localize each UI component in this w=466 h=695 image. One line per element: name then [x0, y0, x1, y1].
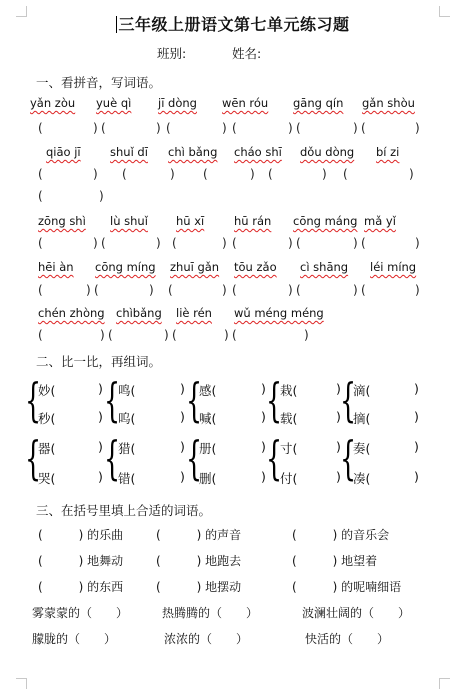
pinyin-item: wēn róu: [222, 96, 269, 110]
fill-item: 雾蒙蒙的（ ）: [32, 606, 129, 620]
fill-item: ( ) 的呢喃细语: [292, 580, 402, 594]
worksheet-page: 三年级上册语文第七单元练习题 班别: 姓名: 一、看拼音，写词语。 yǎn zòu yuè qì jī dòng wēn róu gāng qín gǎn shòu ( ) ( ) ( ) ( ) ( ) ( ) qiāo jī shuǐ dī chì bǎng cháo shī dǒu dòng bí zi ( ) ( ) ( ) ( ) ( ) ( ) zōng shì lù shuǐ hū xī hū rán cōng máng mǎ yǐ ( ) ( ) ( ) ( ) ( ) ( ) hēi àn cōng míng zhuī gǎn tōu zǎo cì shāng léi míng ( ) ( ) ( ) ( ) ( ) ( ) chén zhòng chìbǎng liè rén wǔ méng méng ( ) ( ) ( ) ( ) 二、比一比，再组词。 { 妙( 秒( ) ) { 鸣( 呜( ) ) { 感( 喊( ) ) { 栽( 载( ) ) { 滴( 摘( ) ) { 器( 哭( ) ) { 猎( 错( ) ) { 册( 删( ) ) { 寸( 付( ) ) { 奏( 凑( ) ) 三、在括号里填上合适的词语。 ( ) 的乐曲 ( ) 的声音 ( ) 的音乐会 ( ) 地舞动 ( ) 地跑去 ( ) 地望着 ( ) 的东西 ( ) 地摆动 ( ) 的呢喃细语 雾蒙蒙的（ ） 热腾腾的（ ） 波澜壮阔的（ ） 朦胧的（ ） 浓浓的（ ） 快活的（ ）: [0, 0, 466, 695]
fill-item: 浓浓的（ ）: [164, 632, 249, 646]
pinyin-item: dǒu dòng: [300, 145, 355, 159]
compare-char: 器(: [38, 441, 56, 456]
compare-char: 栽(: [280, 383, 298, 398]
corner-mark: [16, 678, 27, 689]
fill-item: 热腾腾的（ ）: [162, 606, 259, 620]
compare-char: 册(: [199, 441, 217, 456]
section-2-heading: 二、比一比，再组词。: [36, 354, 162, 369]
compare-char: 鸣(: [118, 383, 136, 398]
pinyin-item: hū rán: [234, 214, 272, 228]
brace-icon: {: [186, 431, 203, 485]
pinyin-item: chì bǎng: [168, 145, 218, 159]
compare-char: 摘(: [353, 411, 371, 426]
pinyin-item: chìbǎng: [116, 306, 162, 320]
compare-char: 滴(: [353, 383, 371, 398]
compare-char: 寸(: [280, 441, 298, 456]
brace-icon: {: [25, 431, 42, 485]
pinyin-item: léi míng: [370, 260, 417, 274]
section-1-heading: 一、看拼音，写词语。: [36, 75, 162, 90]
class-label: 班别:: [157, 46, 187, 61]
pinyin-item: cháo shī: [234, 145, 282, 159]
pinyin-item: liè rén: [176, 306, 212, 320]
pinyin-item: chén zhòng: [38, 306, 105, 320]
compare-char: 载(: [280, 411, 298, 426]
fill-item: ( ) 的音乐会: [292, 528, 390, 542]
compare-char: 呜(: [118, 411, 136, 426]
pinyin-item: wǔ méng méng: [234, 306, 324, 320]
pinyin-item: zōng shì: [38, 214, 86, 228]
compare-char: 错(: [118, 471, 136, 486]
name-label: 姓名:: [232, 46, 262, 61]
brace-icon: {: [104, 373, 121, 427]
page-title-text: 三年级上册语文第七单元练习题: [118, 15, 350, 34]
brace-icon: {: [25, 373, 42, 427]
pinyin-item: qiāo jī: [46, 145, 81, 159]
brace-icon: {: [340, 431, 357, 485]
pinyin-item: cì shāng: [300, 260, 349, 274]
pinyin-item: mǎ yǐ: [364, 214, 396, 228]
corner-mark: [439, 678, 450, 689]
pinyin-item: yǎn zòu: [30, 96, 76, 110]
fill-item: ( ) 地跑去: [156, 554, 242, 568]
brace-icon: {: [186, 373, 203, 427]
fill-item: 快活的（ ）: [305, 632, 390, 646]
compare-char: 付(: [280, 471, 298, 486]
compare-char: 奏(: [353, 441, 371, 456]
fill-item: ( ) 的声音: [156, 528, 242, 542]
fill-item: ( ) 地摆动: [156, 580, 242, 594]
fill-item: 朦胧的（ ）: [32, 632, 117, 646]
pinyin-item: cōng míng: [95, 260, 156, 274]
pinyin-item: zhuī gǎn: [170, 260, 220, 274]
pinyin-item: gāng qín: [293, 96, 344, 110]
pinyin-item: bí zi: [376, 145, 400, 159]
brace-icon: {: [266, 373, 283, 427]
pinyin-item: gǎn shòu: [362, 96, 415, 110]
compare-char: 凑(: [353, 471, 371, 486]
compare-char: 秒(: [38, 411, 56, 426]
section-3-heading: 三、在括号里填上合适的词语。: [36, 503, 212, 518]
compare-char: 感(: [199, 383, 217, 398]
pinyin-item: jī dòng: [158, 96, 197, 110]
fill-item: ( ) 的乐曲: [38, 528, 124, 542]
pinyin-item: tōu zǎo: [234, 260, 277, 274]
fill-item: 波澜壮阔的（ ）: [302, 606, 411, 620]
fill-item: ( ) 的东西: [38, 580, 124, 594]
compare-char: 删(: [199, 471, 217, 486]
fill-item: ( ) 地望着: [292, 554, 378, 568]
pinyin-item: cōng máng: [293, 214, 358, 228]
brace-icon: {: [340, 373, 357, 427]
compare-char: 哭(: [38, 471, 56, 486]
page-title: [0, 12, 466, 35]
compare-char: 妙(: [38, 383, 56, 398]
fill-item: ( ) 地舞动: [38, 554, 124, 568]
pinyin-item: hēi àn: [38, 260, 74, 274]
pinyin-item: yuè qì: [96, 96, 132, 110]
compare-char: 喊(: [199, 411, 217, 426]
pinyin-item: lù shuǐ: [110, 214, 148, 228]
compare-char: 猎(: [118, 441, 136, 456]
pinyin-item: shuǐ dī: [110, 145, 148, 159]
brace-icon: {: [104, 431, 121, 485]
brace-icon: {: [266, 431, 283, 485]
pinyin-item: hū xī: [176, 214, 205, 228]
